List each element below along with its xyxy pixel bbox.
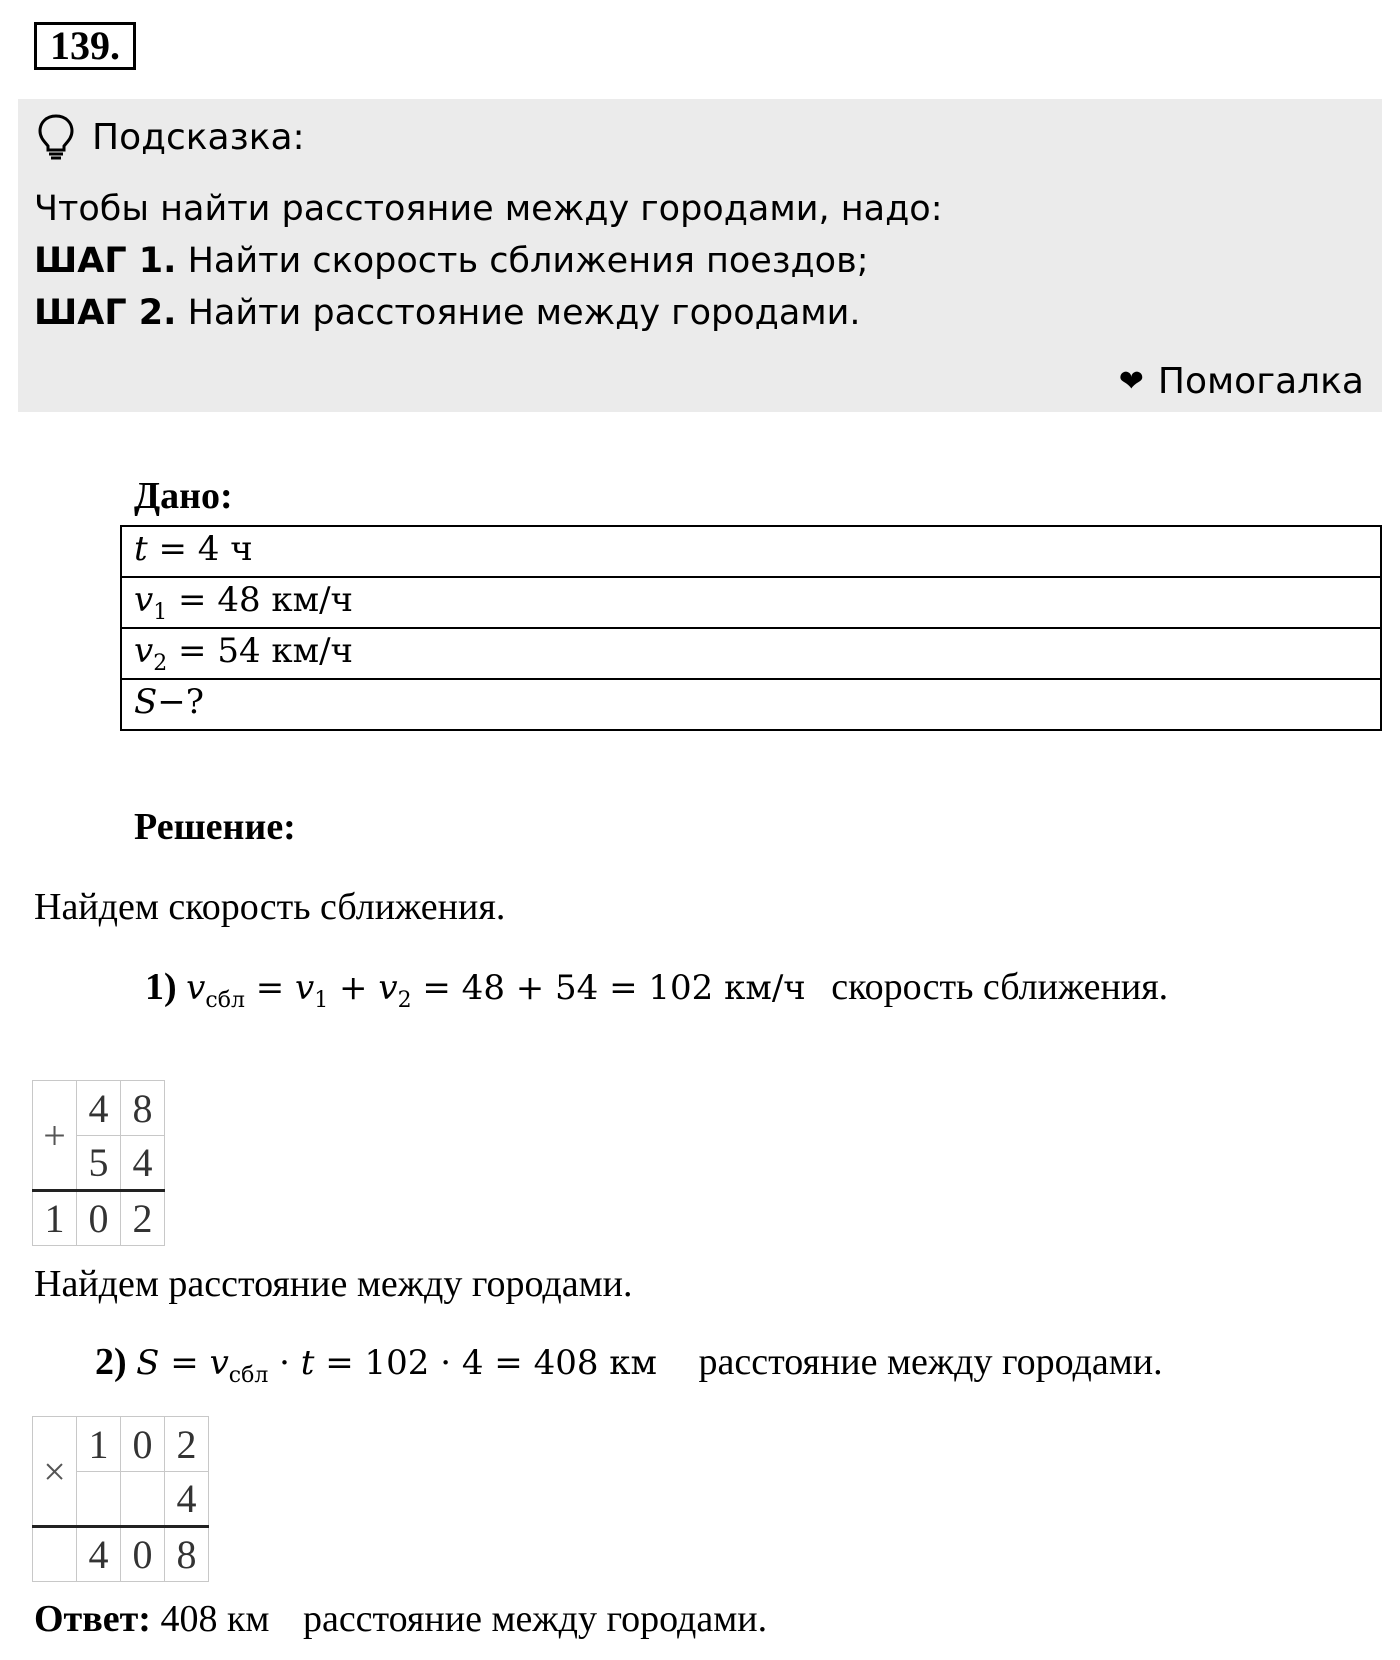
heart-icon: ❤ bbox=[1118, 364, 1144, 399]
given-cell: $v_1 = 48$ км/ч bbox=[121, 577, 1381, 628]
digit-cell: 0 bbox=[121, 1527, 165, 1582]
hint-header bbox=[34, 111, 305, 163]
addition-column bbox=[32, 1080, 165, 1246]
step2-intro: Найдем расстояние между городами. bbox=[34, 1263, 633, 1305]
digit-cell bbox=[77, 1472, 121, 1527]
answer-caption: расстояние между городами. bbox=[302, 1598, 768, 1640]
digit-cell: 4 bbox=[77, 1081, 121, 1136]
hint-intro: Чтобы найти расстояние между городами, надо: bbox=[34, 189, 943, 229]
given-row bbox=[121, 679, 1381, 730]
hint-step-text: Найти расстояние между городами. bbox=[187, 293, 861, 333]
digit-cell: 0 bbox=[121, 1417, 165, 1472]
step2-caption: расстояние между городами. bbox=[698, 1341, 1163, 1383]
step2-formula: $S = v_{сбл} \cdot t = 102 \cdot 4 = 408$ км bbox=[136, 1343, 657, 1388]
answer-label: Ответ: bbox=[34, 1598, 151, 1640]
hint-step-text: Найти скорость сближения поездов; bbox=[187, 241, 869, 281]
digit-cell: 4 bbox=[77, 1527, 121, 1582]
operator-cell: + bbox=[33, 1081, 77, 1191]
digit-cell: 4 bbox=[121, 1136, 165, 1191]
hint-step-2 bbox=[34, 293, 861, 333]
step1-number: 1) bbox=[145, 966, 177, 1008]
answer-line bbox=[34, 1597, 767, 1641]
digit-cell: 2 bbox=[165, 1417, 209, 1472]
hint-step-label: ШАГ 2. bbox=[34, 293, 177, 333]
hint-step-label: ШАГ 1. bbox=[34, 241, 177, 281]
step1-intro: Найдем скорость сближения. bbox=[34, 886, 506, 928]
hint-title: Подсказка: bbox=[92, 116, 305, 158]
step2-number: 2) bbox=[95, 1341, 127, 1383]
digit-cell: 4 bbox=[165, 1472, 209, 1527]
step1-caption: скорость сближения. bbox=[831, 966, 1169, 1008]
operator-cell: × bbox=[33, 1417, 77, 1527]
hint-box bbox=[18, 99, 1382, 412]
lightbulb-icon bbox=[34, 112, 78, 162]
given-row bbox=[121, 577, 1381, 628]
given-cell: t = 4 ч bbox=[121, 526, 1381, 577]
given-table bbox=[120, 525, 1382, 731]
digit-cell: 5 bbox=[77, 1136, 121, 1191]
digit-cell: 0 bbox=[77, 1191, 121, 1246]
credit-label: Помогалка bbox=[1157, 361, 1364, 402]
problem-number: 139. bbox=[34, 22, 136, 70]
digit-cell: 2 bbox=[121, 1191, 165, 1246]
digit-cell bbox=[121, 1472, 165, 1527]
step1-formula: $v_{сбл} = v_1 + v_2 = 48 + 54 = 102$ км/ч bbox=[186, 968, 806, 1013]
digit-cell bbox=[33, 1527, 77, 1582]
given-cell: $v_2 = 54$ км/ч bbox=[121, 628, 1381, 679]
given-row bbox=[121, 628, 1381, 679]
given-row bbox=[121, 526, 1381, 577]
answer-value: 408 км bbox=[160, 1598, 270, 1640]
digit-cell: 8 bbox=[121, 1081, 165, 1136]
hint-credit bbox=[1119, 361, 1364, 402]
given-label: Дано: bbox=[134, 475, 233, 517]
hint-step-1 bbox=[34, 241, 869, 281]
solution-label: Решение: bbox=[134, 806, 296, 848]
digit-cell: 1 bbox=[77, 1417, 121, 1472]
given-cell: S−? bbox=[121, 679, 1381, 730]
digit-cell: 1 bbox=[33, 1191, 77, 1246]
step1-line bbox=[145, 965, 1168, 1013]
digit-cell: 8 bbox=[165, 1527, 209, 1582]
multiplication-column bbox=[32, 1416, 209, 1582]
step2-line bbox=[95, 1340, 1163, 1388]
